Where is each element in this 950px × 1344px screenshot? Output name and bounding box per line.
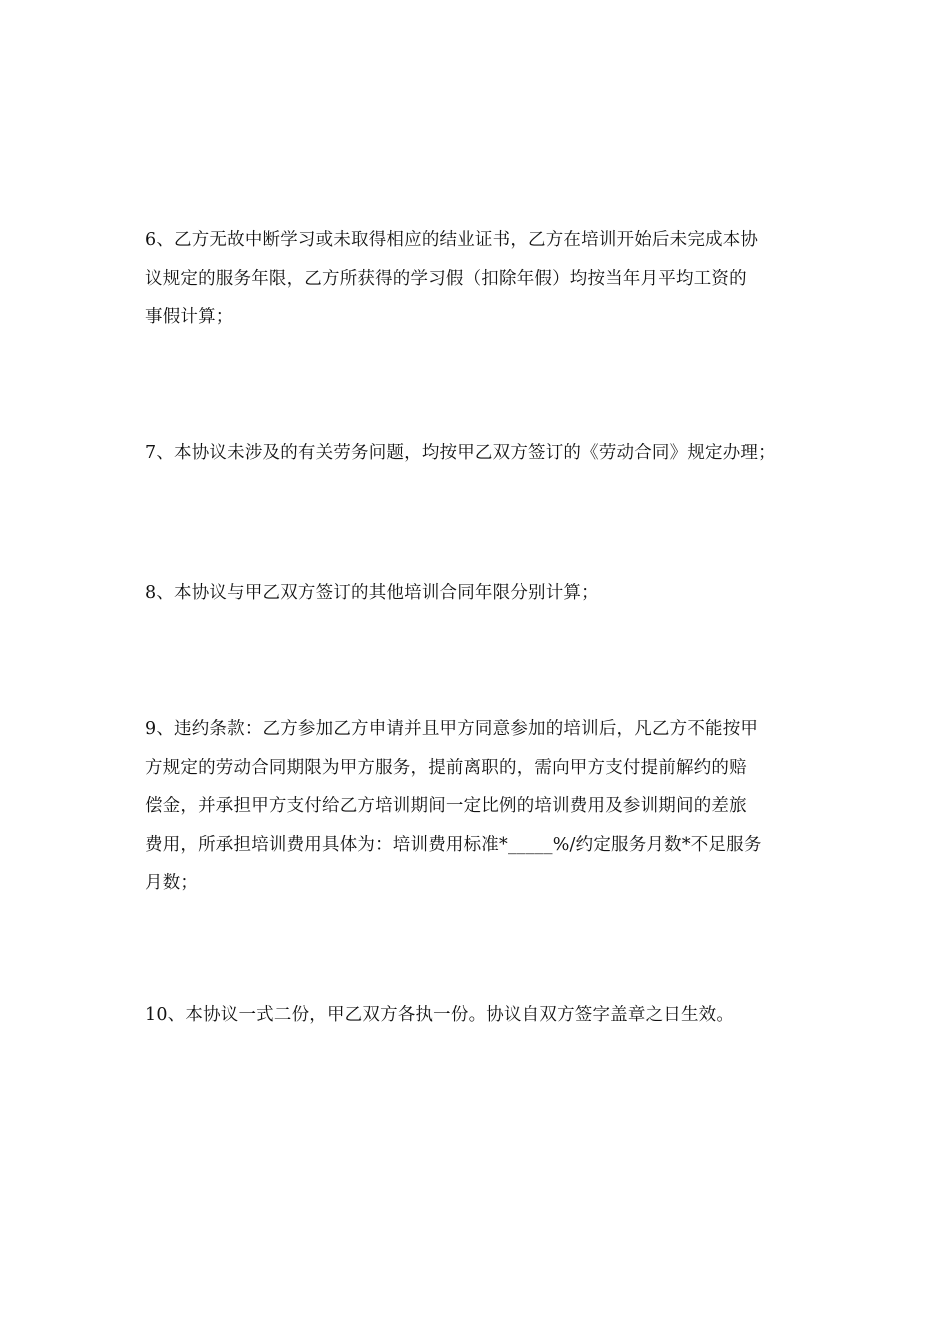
clause-9-paragraph [145,710,825,903]
clause-10-paragraph [145,996,825,1035]
clause-line: 事假计算； [145,307,234,327]
clause-line: 方规定的劳动合同期限为甲方服务，提前离职的，需向甲方支付提前解约的赔 [145,757,747,778]
clause-line: 议规定的服务年限，乙方所获得的学习假（扣除年假）均按当年月平均工资的 [145,268,747,289]
clause-line: 偿金，并承担甲方支付给乙方培训期间一定比例的培训费用及参训期间的差旅 [145,796,747,816]
clause-line: 7、本协议未涉及的有关劳务问题，均按甲乙双方签订的《劳动合同》规定办理； [145,443,776,463]
clause-7-paragraph [145,434,825,473]
clause-line: 8、本协议与甲乙双方签订的其他培训合同年限分别计算； [145,583,599,603]
clause-line: 9、违约条款：乙方参加乙方申请并且甲方同意参加的培训后，凡乙方不能按甲 [145,719,759,739]
clause-line: 6、乙方无故中断学习或未取得相应的结业证书，乙方在培训开始后未完成本协 [145,230,759,250]
clause-line: 月数； [145,873,199,893]
clause-line: 费用，所承担培训费用具体为：培训费用标准*_____%/约定服务月数*不足服务 [145,834,762,855]
clause-line: 10、本协议一式二份，甲乙双方各执一份。协议自双方签字盖章之日生效。 [145,1005,735,1025]
clause-8-paragraph [145,574,825,613]
clause-6-paragraph [145,221,825,337]
